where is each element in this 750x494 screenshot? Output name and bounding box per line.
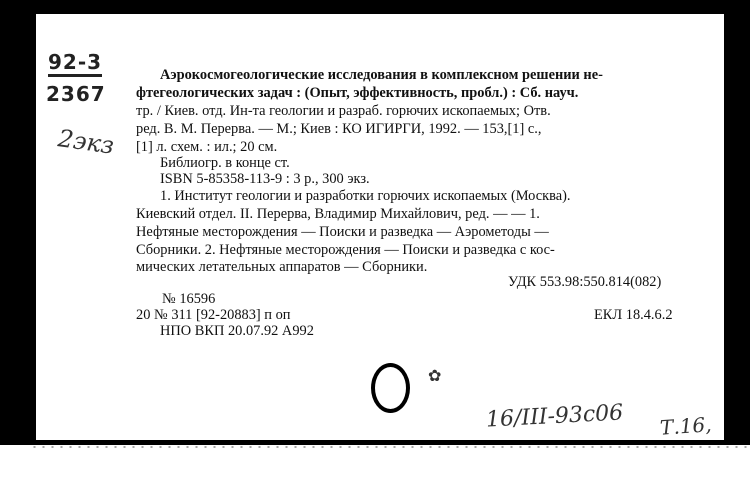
record-line-5: [1] л. схем. : ил.; 20 см.: [136, 139, 278, 155]
bibliography-note: Библиогр. в конце ст.: [160, 155, 290, 171]
record-line-4: ред. В. М. Перерва. — М.; Киев : КО ИГИРГИ, 1992. — 153,[1] с.,: [136, 121, 542, 137]
circle-stamp: [371, 363, 410, 413]
ekl-code: ЕКЛ 18.4.6.2: [594, 307, 673, 323]
call-number-bottom: 2367: [46, 82, 106, 106]
handwritten-date-code: 16/III-93с06: [485, 400, 624, 433]
small-mark-icon: ✿: [428, 368, 442, 385]
subject-line-3: Нефтяные месторождения — Поиски и разведка — Аэрометоды —: [136, 224, 549, 240]
scan-border-right: [724, 0, 750, 445]
order-line: 20 № 311 [92-20883] п оп: [136, 307, 291, 323]
udk-code: УДК 553.98:550.814(082): [508, 274, 662, 290]
record-line-3: тр. / Киев. отд. Ин-та геологии и разраб. горючих ископаемых; Отв.: [136, 103, 551, 119]
subject-line-5: мических летательных аппаратов — Сборники.: [136, 259, 428, 275]
handwritten-code: Т.16,: [659, 412, 713, 440]
call-number-top: 92-3: [48, 50, 102, 77]
scan-noise: [30, 445, 750, 449]
scan-border-top: [0, 0, 750, 14]
publisher-line: НПО ВКП 20.07.92 А992: [160, 323, 314, 339]
handwritten-copies: 2экз: [56, 124, 116, 160]
isbn-line: ISBN 5-85358-113-9 : 3 р., 300 экз.: [160, 171, 370, 187]
accession-number: № 16596: [162, 291, 216, 307]
scan-border-left: [0, 0, 30, 445]
title-line-1: Аэрокосмогеологические исследования в комплексном решении не-: [160, 67, 603, 83]
subject-line-4: Сборники. 2. Нефтяные месторождения — Поиски и разведка с кос-: [136, 242, 555, 258]
title-line-2: фтегеологических задач : (Опыт, эффективность, пробл.) : Сб. науч.: [136, 85, 579, 101]
subject-line-1: 1. Институт геологии и разработки горючих ископаемых (Москва).: [160, 188, 571, 204]
subject-line-2: Киевский отдел. II. Перерва, Владимир Михайлович, ред. — — 1.: [136, 206, 540, 222]
card-left-edge: [30, 14, 36, 440]
